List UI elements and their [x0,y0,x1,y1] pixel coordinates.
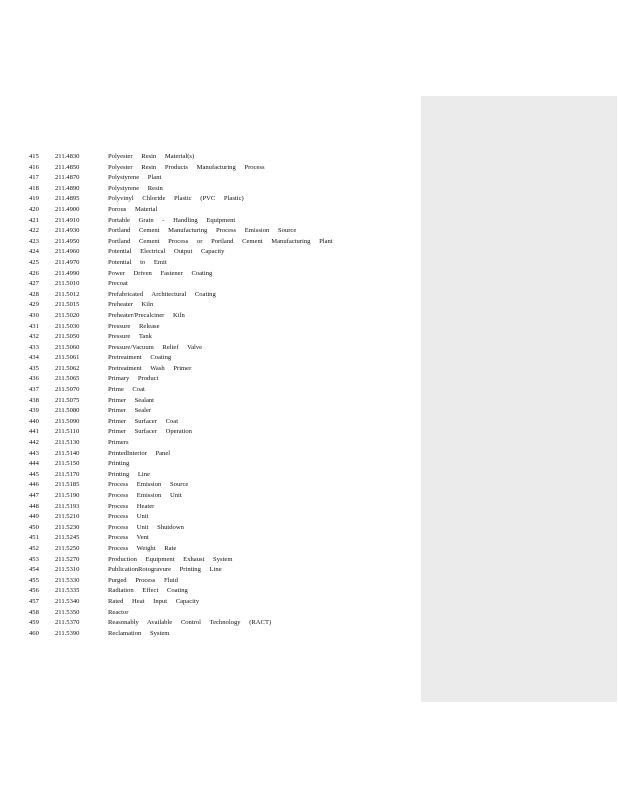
term-text: Potential to Emit [108,258,167,266]
row-number: 430 [29,311,39,319]
row-number: 424 [29,248,39,256]
row-number: 422 [29,227,39,235]
list-item [0,597,420,608]
section-code: 211.5150 [55,460,80,468]
section-code: 211.5065 [55,375,80,383]
section-code: 211.5210 [55,513,80,521]
term-text: PrintedInterior Panel [108,449,171,457]
section-code: 211.5340 [55,597,80,605]
term-text: Primer Sealer [108,407,152,415]
list-item [0,470,420,481]
list-item [0,544,420,555]
section-code: 211.5190 [55,492,80,499]
list-item [0,216,420,227]
section-code: 211.4930 [55,227,80,235]
comment-sidebar [421,96,617,702]
list-item [0,523,420,534]
list-item [0,608,420,619]
list-item [0,269,420,280]
list-item [0,194,420,205]
definitions-list [0,152,420,639]
row-number: 441 [29,428,39,436]
row-number: 442 [29,439,39,447]
term-text: Power Driven Fastener Coating [108,269,213,277]
term-text: Process Unit Shutdown [108,523,184,531]
term-text: Polystyrene Resin [108,184,163,192]
row-number: 443 [29,449,39,457]
section-code: 211.4990 [55,269,80,277]
list-item [0,427,420,438]
row-number: 429 [29,301,39,309]
term-text: Polystyrene Plant [108,174,162,182]
section-code: 211.5050 [55,333,80,341]
list-item [0,226,420,237]
term-text: Process Weight Rate [108,544,177,552]
term-text: Primers [108,439,129,447]
section-code: 211.4950 [55,237,80,245]
term-text: PublicationRotogravure Printing Line [108,566,222,574]
list-item [0,459,420,470]
list-item [0,300,420,311]
term-text: Preheater/Precalciner Kiln [108,311,185,319]
section-code: 211.5030 [55,322,80,330]
list-item [0,396,420,407]
list-item [0,417,420,428]
term-text: Pressure/Vacuum Relief Valve [108,343,203,351]
section-code: 211.4870 [55,174,80,182]
list-item [0,449,420,460]
list-item [0,332,420,343]
section-code: 211.4970 [55,258,80,266]
section-code: 211.5090 [55,417,80,425]
section-code: 211.4960 [55,248,80,256]
row-number: 456 [29,587,39,595]
row-number: 453 [29,555,39,563]
term-text: Process Emission Unit [108,492,182,499]
row-number: 439 [29,407,39,415]
section-code: 211.5080 [55,407,80,415]
list-item [0,533,420,544]
row-number: 450 [29,523,39,531]
term-text: Portland Cement Manufacturing Process Emission Source [108,227,297,235]
section-code: 211.5075 [55,396,80,404]
term-text: Prime Coat [108,386,145,394]
section-code: 211.5390 [55,629,80,637]
section-code: 211.5110 [55,428,80,436]
section-code: 211.4830 [55,153,80,160]
term-text: Polyvinyl Chloride Plastic (PVC Plastic) [108,195,244,203]
row-number: 455 [29,576,39,584]
row-number: 458 [29,608,39,616]
section-code: 211.5015 [55,301,80,309]
list-item [0,322,420,333]
row-number: 459 [29,619,39,627]
section-code: 211.5012 [55,290,80,298]
term-text: Precoat [108,280,128,288]
section-code: 211.5010 [55,280,80,288]
list-item [0,237,420,248]
section-code: 211.5250 [55,544,80,552]
section-code: 211.5140 [55,449,80,457]
section-code: 211.5185 [55,481,80,489]
section-code: 211.5370 [55,619,80,627]
list-item [0,311,420,322]
row-number: 431 [29,322,39,330]
list-item [0,555,420,566]
term-text: Pressure Tank [108,333,152,341]
section-code: 211.4910 [55,216,80,224]
row-number: 433 [29,343,39,351]
list-item [0,247,420,258]
term-text: Portable Grain - Handling Equipment [108,216,236,224]
list-item [0,629,420,640]
list-item [0,565,420,576]
row-number: 416 [29,163,39,171]
list-item [0,512,420,523]
list-item [0,184,420,195]
row-number: 454 [29,566,39,574]
row-number: 421 [29,216,39,224]
list-item [0,618,420,629]
section-code: 211.5060 [55,343,80,351]
list-item [0,576,420,587]
row-number: 418 [29,184,39,192]
row-number: 438 [29,396,39,404]
section-code: 211.5061 [55,354,80,362]
term-text: Porous Material [108,205,158,213]
list-item [0,343,420,354]
list-item [0,152,420,163]
row-number: 426 [29,269,39,277]
list-item [0,163,420,174]
section-code: 211.5193 [55,502,80,510]
list-item [0,491,420,502]
term-text: Process Unit [108,513,149,521]
section-code: 211.5062 [55,364,80,372]
row-number: 447 [29,492,39,499]
list-item [0,279,420,290]
section-code: 211.5335 [55,587,80,595]
term-text: Preheater Kiln [108,301,154,309]
row-number: 437 [29,386,39,394]
row-number: 419 [29,195,39,203]
row-number: 449 [29,513,39,521]
row-number: 446 [29,481,39,489]
section-code: 211.5020 [55,311,80,319]
term-text: Prefabricated Architectural Coating [108,290,216,298]
row-number: 451 [29,534,39,542]
row-number: 425 [29,258,39,266]
section-code: 211.5270 [55,555,80,563]
list-item [0,480,420,491]
term-text: Primer Surfacer Operation [108,428,192,436]
list-item [0,173,420,184]
term-text: Printing Line [108,470,150,478]
section-code: 211.4850 [55,163,80,171]
term-text: Potential Electrical Output Capacity [108,248,225,256]
row-number: 420 [29,205,39,213]
list-item [0,205,420,216]
row-number: 440 [29,417,39,425]
term-text: Pretreatment Wash Primer [108,364,192,372]
term-text: Reactor [108,608,129,616]
row-number: 448 [29,502,39,510]
term-text: Printing [108,460,130,468]
row-number: 444 [29,460,39,468]
section-code: 211.4895 [55,195,80,203]
section-code: 211.5170 [55,470,80,478]
list-item [0,374,420,385]
row-number: 460 [29,629,39,637]
term-text: Primer Sealant [108,396,155,404]
row-number: 435 [29,364,39,372]
row-number: 423 [29,237,39,245]
row-number: 432 [29,333,39,341]
section-code: 211.5310 [55,566,80,574]
term-text: Production Equipment Exhaust System [108,555,233,563]
row-number: 457 [29,597,39,605]
list-item [0,586,420,597]
list-item [0,385,420,396]
list-item [0,290,420,301]
term-text: Rated Heat Input Capacity [108,597,200,605]
row-number: 417 [29,174,39,182]
list-item [0,353,420,364]
section-code: 211.5330 [55,576,80,584]
list-item [0,364,420,375]
section-code: 211.4900 [55,205,80,213]
row-number: 427 [29,280,39,288]
term-text: Reclamation System [108,629,170,637]
term-text: Pretreatment Coating [108,354,172,362]
section-code: 211.5130 [55,439,80,447]
list-item [0,502,420,513]
list-item [0,258,420,269]
row-number: 428 [29,290,39,298]
list-item [0,438,420,449]
term-text: Primer Surfacer Coat [108,417,179,425]
row-number: 415 [29,153,39,160]
term-text: Purged Process Fluid [108,576,178,584]
section-code: 211.4890 [55,184,80,192]
term-text: Primary Product [108,375,159,383]
row-number: 452 [29,544,39,552]
list-item [0,406,420,417]
term-text: Process Emission Source [108,481,189,489]
term-text: Portland Cement Process or Portland Cement Manufacturing Plant [108,237,333,245]
term-text: Pressure Release [108,322,160,330]
term-text: Reasonably Available Control Technology (RACT) [108,619,272,627]
term-text: Process Heater [108,502,155,510]
section-code: 211.5070 [55,386,80,394]
row-number: 445 [29,470,39,478]
row-number: 436 [29,375,39,383]
term-text: Radiation Effect Coating [108,587,188,595]
section-code: 211.5245 [55,534,80,542]
section-code: 211.5230 [55,523,80,531]
term-text: Polyester Resin Products Manufacturing Process [108,163,265,171]
term-text: Process Vent [108,534,149,542]
term-text: Polyester Resin Material(s) [108,153,195,160]
row-number: 434 [29,354,39,362]
section-code: 211.5350 [55,608,80,616]
